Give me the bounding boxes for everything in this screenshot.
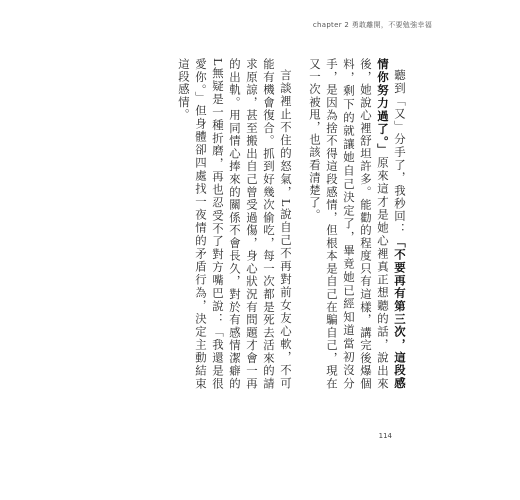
paragraph-2: 言談裡止不住的怒氣，L說自己不再對前女友心軟，不可能有機會復合。抓到好幾次偷吃，每一次都是死去活來的請求原諒，甚至搬出自己曾受過傷，身心狀況有問題才會一再的出軌。用同情心捧來的關係不會長久，對於有感情潔癖的L無疑是一種折磨，再也忍受不了對方嘴巴說：「我還是很愛你。」但身體卻四處找一夜情的矛盾行為，決定主動結束這段感情。 bbox=[177, 58, 293, 390]
page-text bbox=[108, 58, 408, 390]
paragraph-1-part-2: 原來這才是她心裡真正想聽的話，說出來後，她說心裡舒坦許多。能勸的程度只有這樣，講完後爆個料，剩下的就讓她自己決定了，畢竟她已經知道當初沒分手，是因為捨不得這段感情，但根本是自己在騙自己，現在又一次被甩，也該看清楚了。 bbox=[308, 58, 390, 390]
running-header: chapter 2 勇敢離開，不要勉強幸福 bbox=[312, 21, 432, 29]
page-number: 114 bbox=[378, 432, 392, 440]
paragraph-1 bbox=[306, 58, 408, 390]
emphasized-quote: 「不要再有第三次，這段感情你努力過了。」 bbox=[376, 58, 407, 390]
paragraph-1-part-1: 聽到「又」分手了，我秒回： bbox=[393, 69, 407, 237]
